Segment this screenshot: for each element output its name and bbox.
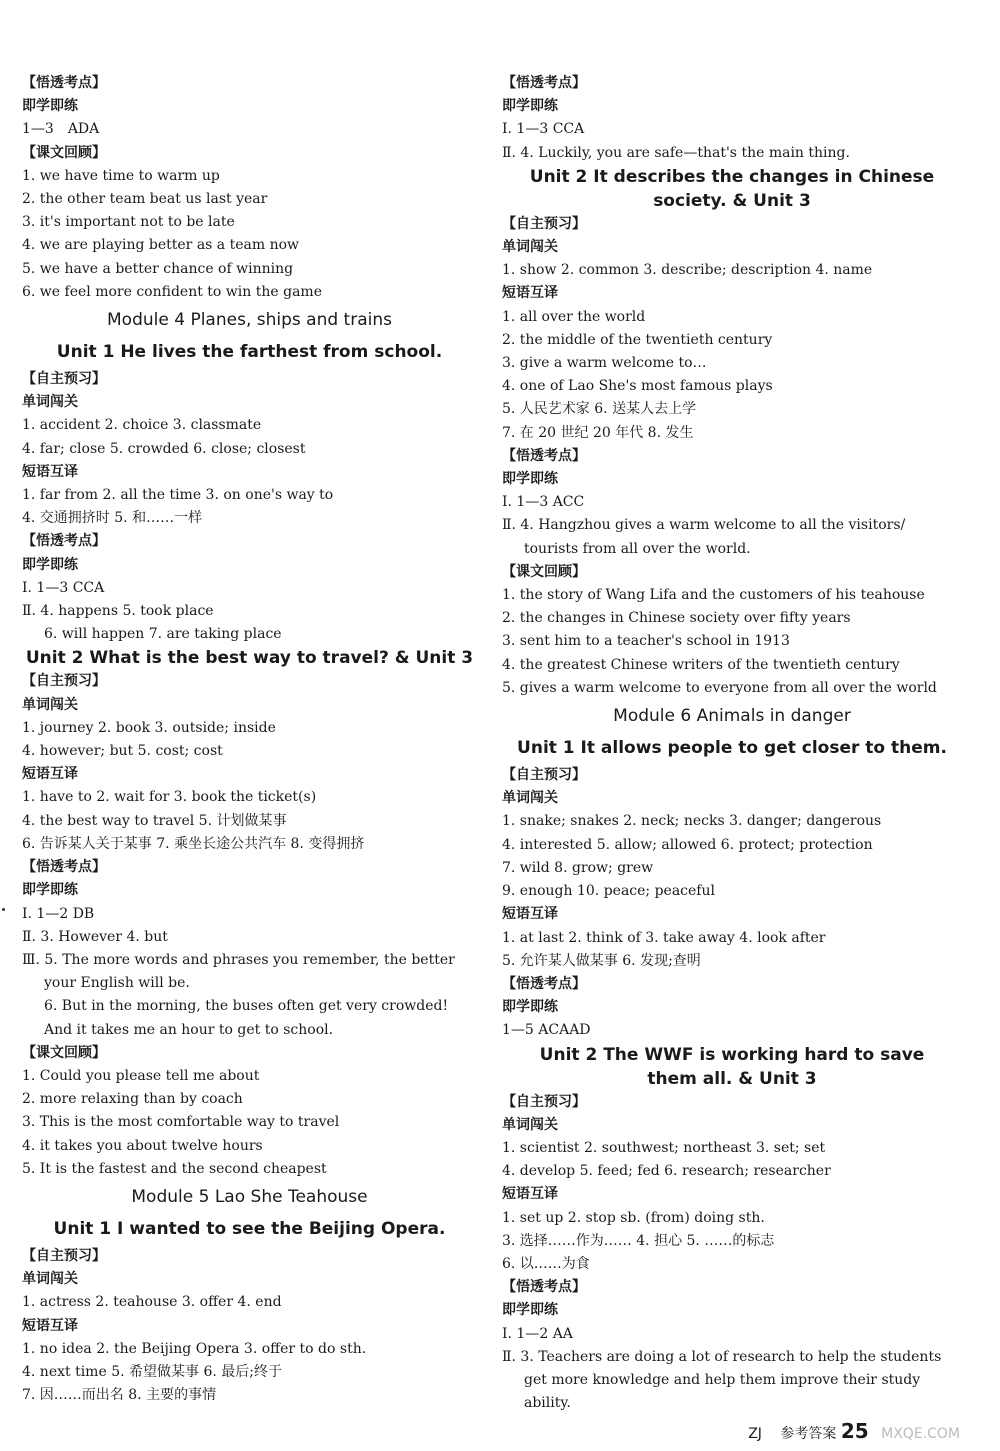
section-heading: 【自主预习】 bbox=[22, 673, 106, 690]
section-heading: 即学即练 bbox=[502, 999, 558, 1016]
answer-line: 4. interested 5. allow; allowed 6. protect; protection bbox=[502, 836, 873, 853]
section-heading: 即学即练 bbox=[22, 882, 78, 899]
section-heading: 单词闯关 bbox=[22, 1271, 78, 1288]
answer-line: 4. next time 5. 希望做某事 6. 最后;终于 bbox=[22, 1363, 282, 1380]
section-heading: 单词闯关 bbox=[502, 790, 558, 807]
answer-line: 9. enough 10. peace; peaceful bbox=[502, 883, 715, 900]
section-heading: 【课文回顾】 bbox=[22, 144, 106, 161]
answer-line: 5. 人民艺术家 6. 送某人去上学 bbox=[502, 401, 697, 418]
section-heading: 短语互译 bbox=[502, 906, 558, 923]
answer-line: 5. It is the fastest and the second cheapest bbox=[22, 1160, 327, 1177]
answer-line: Ⅰ. 1—2 AA bbox=[502, 1325, 573, 1342]
answer-line: 2. the changes in Chinese society over fifty years bbox=[502, 610, 851, 627]
answer-line: 1. at last 2. think of 3. take away 4. look after bbox=[502, 929, 826, 946]
section-heading: 【悟透考点】 bbox=[502, 975, 586, 992]
unit-title: them all. & Unit 3 bbox=[647, 1068, 817, 1089]
section-heading: 【悟透考点】 bbox=[502, 447, 586, 464]
answer-line: 5. gives a warm welcome to everyone from all over the world bbox=[502, 679, 937, 696]
answer-line: 7. 在 20 世纪 20 年代 8. 发生 bbox=[502, 424, 694, 441]
answer-line: 4. we are playing better as a team now bbox=[22, 237, 300, 254]
left-column bbox=[22, 72, 477, 1407]
answer-line: 4. 交通拥挤时 5. 和……一样 bbox=[22, 510, 203, 527]
answer-line-continued: your English will be. bbox=[44, 975, 190, 992]
unit-title: Unit 1 It allows people to get closer to them. bbox=[517, 738, 947, 759]
answer-line: 1. actress 2. teahouse 3. offer 4. end bbox=[22, 1294, 282, 1311]
answer-line: 1. we have time to warm up bbox=[22, 167, 220, 184]
section-heading: 【悟透考点】 bbox=[502, 1279, 586, 1296]
answer-line: 2. the middle of the twentieth century bbox=[502, 331, 773, 348]
section-heading: 单词闯关 bbox=[22, 696, 78, 713]
answer-line: 1—3 ADA bbox=[22, 121, 100, 138]
answer-line-continued: get more knowledge and help them improve their study bbox=[524, 1371, 921, 1388]
unit-title: Unit 1 He lives the farthest from school. bbox=[56, 342, 443, 363]
answer-line: 4. develop 5. feed; fed 6. research; researcher bbox=[502, 1163, 831, 1180]
section-heading: 【自主预习】 bbox=[22, 1247, 106, 1264]
answer-line: 1. far from 2. all the time 3. on one's way to bbox=[22, 487, 334, 504]
section-heading: 即学即练 bbox=[502, 98, 558, 115]
section-heading: 【自主预习】 bbox=[22, 371, 106, 388]
module-title: Module 6 Animals in danger bbox=[613, 706, 851, 727]
answer-line: 4. one of Lao She's most famous plays bbox=[502, 378, 773, 395]
unit-title: Unit 1 I wanted to see the Beijing Opera. bbox=[53, 1218, 446, 1239]
section-heading: 短语互译 bbox=[22, 766, 78, 783]
section-heading: 单词闯关 bbox=[502, 239, 558, 256]
answer-line-continued: 6. But in the morning, the buses often get very crowded! bbox=[44, 998, 449, 1015]
answer-line: 4. the greatest Chinese writers of the twentieth century bbox=[502, 656, 900, 673]
section-heading: 【自主预习】 bbox=[502, 1093, 586, 1110]
section-heading: 即学即练 bbox=[22, 98, 78, 115]
page-number: 25 bbox=[840, 1419, 869, 1443]
answer-line: 1. journey 2. book 3. outside; inside bbox=[22, 719, 276, 736]
answer-line: Ⅰ. 1—3 CCA bbox=[502, 121, 585, 138]
page-footer bbox=[748, 1419, 960, 1443]
section-heading: 【悟透考点】 bbox=[22, 859, 106, 876]
right-column bbox=[502, 72, 962, 1415]
section-heading: 【悟透考点】 bbox=[502, 75, 586, 91]
answer-line: Ⅱ. 3. Teachers are doing a lot of research to help the students bbox=[502, 1348, 942, 1365]
answer-line: 1. snake; snakes 2. neck; necks 3. danger; dangerous bbox=[502, 813, 882, 830]
footer-label: 参考答案 bbox=[780, 1426, 837, 1442]
answer-line: 5. we have a better chance of winning bbox=[22, 260, 294, 277]
watermark: MXQE.COM bbox=[881, 1426, 960, 1442]
answer-line: Ⅱ. 4. Hangzhou gives a warm welcome to all the visitors/ bbox=[502, 517, 906, 534]
answer-line: 7. wild 8. grow; grew bbox=[502, 859, 654, 876]
footer-code: ZJ bbox=[748, 1426, 762, 1442]
answer-line: 1. all over the world bbox=[502, 308, 646, 325]
answer-line: 3. This is the most comfortable way to travel bbox=[22, 1114, 340, 1131]
answer-line: 2. the other team beat us last year bbox=[22, 191, 268, 208]
section-heading: 【课文回顾】 bbox=[22, 1044, 106, 1061]
unit-title: society. & Unit 3 bbox=[653, 190, 811, 211]
section-heading: 【课文回顾】 bbox=[502, 563, 586, 580]
answer-line: 2. more relaxing than by coach bbox=[22, 1091, 243, 1108]
section-heading: 【自主预习】 bbox=[502, 215, 586, 232]
section-heading: 短语互译 bbox=[22, 463, 78, 480]
answer-line: 6. we feel more confident to win the game bbox=[22, 283, 322, 300]
section-heading: 【悟透考点】 bbox=[22, 75, 106, 91]
answer-line: 3. give a warm welcome to… bbox=[502, 355, 707, 372]
answer-line: 5. 允许某人做某事 6. 发现;查明 bbox=[502, 952, 701, 969]
answer-line: 6. 告诉某人关于某事 7. 乘坐长途公共汽车 8. 变得拥挤 bbox=[22, 835, 365, 852]
answer-line: Ⅰ. 1—2 DB bbox=[22, 905, 95, 922]
section-heading: 短语互译 bbox=[502, 1186, 558, 1203]
answer-line: Ⅱ. 3. However 4. but bbox=[22, 928, 168, 945]
section-heading: 【自主预习】 bbox=[502, 767, 586, 784]
margin-dot bbox=[2, 908, 5, 911]
answer-line: 4. the best way to travel 5. 计划做某事 bbox=[22, 812, 287, 829]
answer-line: 1. scientist 2. southwest; northeast 3. set; set bbox=[502, 1139, 826, 1156]
answer-line: 3. 选择……作为…… 4. 担心 5. ……的标志 bbox=[502, 1232, 775, 1249]
section-heading: 短语互译 bbox=[502, 285, 558, 302]
answer-line: 3. it's important not to be late bbox=[22, 214, 235, 231]
section-heading: 单词闯关 bbox=[22, 394, 78, 411]
answer-line: 1. no idea 2. the Beijing Opera 3. offer to do sth. bbox=[22, 1340, 367, 1357]
answer-line-continued: 6. will happen 7. are taking place bbox=[44, 626, 282, 643]
module-title: Module 4 Planes, ships and trains bbox=[107, 310, 392, 331]
answer-line: Ⅰ. 1—3 CCA bbox=[22, 579, 105, 596]
answer-line: Ⅱ. 4. Luckily, you are safe—that's the main thing. bbox=[502, 144, 850, 161]
answer-line: 6. 以……为食 bbox=[502, 1255, 590, 1272]
answer-line-continued: And it takes me an hour to get to school. bbox=[44, 1021, 334, 1038]
answer-line: 1. have to 2. wait for 3. book the ticket(s) bbox=[22, 789, 317, 806]
answer-line: 7. 因……而出名 8. 主要的事情 bbox=[22, 1387, 217, 1404]
section-heading: 【悟透考点】 bbox=[22, 533, 106, 550]
unit-title: Unit 2 It describes the changes in Chinese bbox=[529, 166, 935, 187]
section-heading: 即学即练 bbox=[502, 471, 558, 488]
answer-line: 1. the story of Wang Lifa and the customers of his teahouse bbox=[502, 587, 925, 604]
answer-line: 1. accident 2. choice 3. classmate bbox=[22, 417, 262, 434]
unit-title: Unit 2 What is the best way to travel? & Unit 3 bbox=[25, 648, 474, 669]
answer-line: 4. however; but 5. cost; cost bbox=[22, 743, 223, 760]
answer-line: Ⅱ. 4. happens 5. took place bbox=[22, 603, 214, 620]
answer-line: Ⅰ. 1—3 ACC bbox=[502, 494, 585, 511]
answer-line: 3. sent him to a teacher's school in 1913 bbox=[502, 633, 790, 650]
module-title: Module 5 Lao She Teahouse bbox=[131, 1186, 368, 1207]
section-heading: 即学即练 bbox=[22, 556, 78, 573]
unit-title: Unit 2 The WWF is working hard to save bbox=[539, 1044, 925, 1065]
answer-line-continued: ability. bbox=[524, 1395, 571, 1412]
section-heading: 短语互译 bbox=[22, 1317, 78, 1334]
answer-line: 4. far; close 5. crowded 6. close; closest bbox=[22, 440, 306, 457]
answer-line: 4. it takes you about twelve hours bbox=[22, 1137, 263, 1154]
answer-line: Ⅲ. 5. The more words and phrases you remember, the better bbox=[22, 951, 455, 968]
answer-line: 1. show 2. common 3. describe; description 4. name bbox=[502, 262, 873, 279]
section-heading: 单词闯关 bbox=[502, 1116, 558, 1133]
answer-line: 1. Could you please tell me about bbox=[22, 1067, 260, 1084]
answer-line-continued: tourists from all over the world. bbox=[524, 540, 751, 557]
answer-line: 1. set up 2. stop sb. (from) doing sth. bbox=[502, 1209, 765, 1226]
answer-line: 1—5 ACAAD bbox=[502, 1022, 591, 1039]
section-heading: 即学即练 bbox=[502, 1302, 558, 1319]
